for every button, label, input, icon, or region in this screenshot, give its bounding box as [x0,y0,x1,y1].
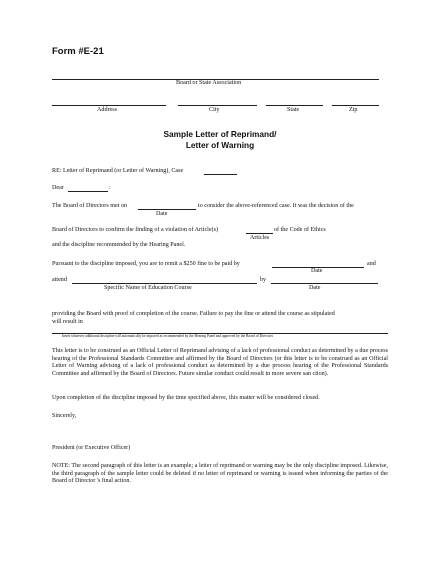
met-on-text: The Board of Directors met on [52,203,127,209]
sincerely-text: Sincerely, [52,413,77,419]
dear-colon: : [109,185,111,191]
date-label-1: Date [156,211,168,217]
date-label-3: Date [309,285,321,291]
date-label-2: Date [311,268,323,274]
state-label: State [287,107,300,113]
hearing-panel-text: and the discipline recommended by the Hearing Panel. [52,242,186,248]
pursuant-text: Pursuant to the discipline imposed, you are to remit a $250 fine to be paid by [52,261,240,267]
confirm-suffix: of the Code of Ethics [274,227,326,233]
articles-label: Articles [250,235,270,241]
address-label: Address [97,107,117,113]
and-word: and [367,261,376,267]
dear-name-line [68,191,108,192]
confirm-text: Board of Directors to confirm the finding of a violation of Article(s) [52,227,219,233]
case-number-line [204,174,237,175]
zip-label: Zip [349,107,358,113]
association-label: Board or State Association [176,80,242,86]
by-word: by [260,277,267,283]
attend-word: attend [52,277,67,283]
city-label: City [209,107,220,113]
form-id: Form #E-21 [52,46,104,57]
letter-title [0,129,440,151]
title-line-2: Letter of Warning [185,140,255,150]
course-label: Specific Name of Education Course [104,285,192,291]
president-text: President (or Executive Officer) [52,445,131,451]
completion-paragraph: Upon completion of the discipline imposed by the time specified above, this matter will be considered closed. [52,395,320,401]
dear-label: Dear [52,185,64,191]
note-paragraph: NOTE: The second paragraph of this letter is an example; a letter of reprimand or warning may be the only discipline imposed. Likewise, the third paragraph of the sample letter could be deleted if no letter of reprimand or warning is issued when informing the parties of the Board of Director 's final action. [52,463,388,485]
providing-line-2: will result in [52,319,83,325]
met-on-suffix: to consider the above-referenced case. It was the decision of the [198,203,354,209]
re-line: RE: Letter of Reprimand (or Letter of Warning), Case [52,168,184,174]
providing-line-1: providing the Board with proof of completion of the course. Failure to pay the fine or attend the course as stipulated [52,311,335,317]
construed-paragraph: This letter is to be construed as an Official Letter of Reprimand advising of a lack of professional conduct as determined by a due process hearing of the Professional Standards Committee and affirmed by the Board of Directors (or this letter is to be construed as an Official Letter of Warning advising of a lack of professional conduct as determined by a due process hearing of the Professional Standards Committee and affirmed by the Board of Directors. Future similar conduct could result in more severe san ction). [52,348,388,377]
title-line-1: Sample Letter of Reprimand/ [163,129,277,139]
course-date-line [271,283,378,284]
insert-note: Insert whatever additional discipline will automatically be imposed as recommended by the Hearing Panel and approved by the Board of Directors [62,334,273,338]
